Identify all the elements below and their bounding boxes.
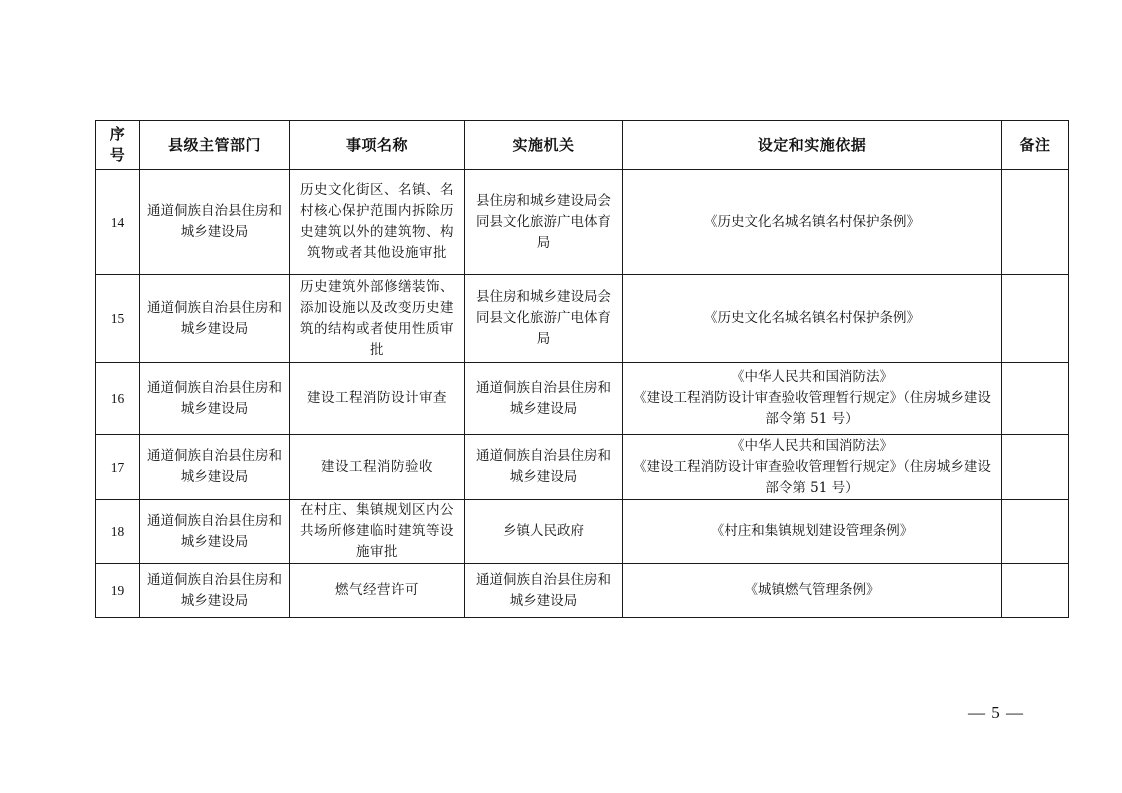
cell-remark bbox=[1002, 170, 1069, 275]
cell-department: 通道侗族自治县住房和城乡建设局 bbox=[140, 500, 290, 564]
cell-basis bbox=[623, 275, 1002, 363]
basis-line: 《中华人民共和国消防法》 bbox=[731, 369, 893, 385]
cell-agency: 乡镇人民政府 bbox=[465, 500, 623, 564]
basis-line: 《历史文化名城名镇名村保护条例》 bbox=[704, 310, 920, 326]
table-row bbox=[96, 170, 1069, 275]
cell-remark bbox=[1002, 363, 1069, 435]
header-seq-line1: 序 bbox=[109, 125, 126, 143]
cell-remark bbox=[1002, 500, 1069, 564]
cell-item-name: 历史文化街区、名镇、名村核心保护范围内拆除历史建筑以外的建筑物、构筑物或者其他设施审批 bbox=[290, 170, 465, 275]
table-header-row bbox=[96, 121, 1069, 170]
table-row bbox=[96, 363, 1069, 435]
cell-agency: 县住房和城乡建设局会同县文化旅游广电体育局 bbox=[465, 275, 623, 363]
cell-seq: 18 bbox=[96, 500, 140, 564]
cell-department: 通道侗族自治县住房和城乡建设局 bbox=[140, 435, 290, 500]
cell-agency: 通道侗族自治县住房和城乡建设局 bbox=[465, 363, 623, 435]
cell-item-name: 在村庄、集镇规划区内公共场所修建临时建筑等设施审批 bbox=[290, 500, 465, 564]
cell-seq: 16 bbox=[96, 363, 140, 435]
cell-basis bbox=[623, 170, 1002, 275]
basis-line: 《村庄和集镇规划建设管理条例》 bbox=[710, 523, 914, 539]
table-row bbox=[96, 564, 1069, 618]
cell-item-name: 建设工程消防设计审查 bbox=[290, 363, 465, 435]
cell-seq: 19 bbox=[96, 564, 140, 618]
cell-basis bbox=[623, 435, 1002, 500]
cell-seq: 17 bbox=[96, 435, 140, 500]
header-seq-line2: 号 bbox=[109, 146, 126, 164]
cell-department: 通道侗族自治县住房和城乡建设局 bbox=[140, 170, 290, 275]
cell-department: 通道侗族自治县住房和城乡建设局 bbox=[140, 275, 290, 363]
cell-basis bbox=[623, 500, 1002, 564]
cell-remark bbox=[1002, 275, 1069, 363]
table-row bbox=[96, 275, 1069, 363]
table-row bbox=[96, 435, 1069, 500]
cell-department: 通道侗族自治县住房和城乡建设局 bbox=[140, 564, 290, 618]
cell-agency: 通道侗族自治县住房和城乡建设局 bbox=[465, 435, 623, 500]
header-remark: 备注 bbox=[1002, 121, 1069, 170]
cell-item-name: 建设工程消防验收 bbox=[290, 435, 465, 500]
cell-agency: 通道侗族自治县住房和城乡建设局 bbox=[465, 564, 623, 618]
table-row bbox=[96, 500, 1069, 564]
basis-line: 《历史文化名城名镇名村保护条例》 bbox=[704, 213, 920, 230]
cell-agency: 县住房和城乡建设局会同县文化旅游广电体育局 bbox=[465, 170, 623, 275]
page-number: — 5 — bbox=[968, 703, 1024, 722]
cell-seq: 15 bbox=[96, 275, 140, 363]
basis-line: 《建设工程消防设计审查验收管理暂行规定》（住房城乡建设部令第 51 号） bbox=[633, 390, 991, 427]
header-basis: 设定和实施依据 bbox=[623, 121, 1002, 170]
cell-department: 通道侗族自治县住房和城乡建设局 bbox=[140, 363, 290, 435]
cell-basis bbox=[623, 363, 1002, 435]
header-department: 县级主管部门 bbox=[140, 121, 290, 170]
header-agency: 实施机关 bbox=[465, 121, 623, 170]
approval-items-table bbox=[95, 120, 1069, 618]
cell-basis bbox=[623, 564, 1002, 618]
basis-line: 《建设工程消防设计审查验收管理暂行规定》（住房城乡建设部令第 51 号） bbox=[633, 458, 991, 496]
basis-line: 《城镇燃气管理条例》 bbox=[744, 582, 880, 598]
cell-item-name: 燃气经营许可 bbox=[290, 564, 465, 618]
cell-remark bbox=[1002, 435, 1069, 500]
header-seq bbox=[96, 121, 140, 170]
cell-item-name: 历史建筑外部修缮装饰、添加设施以及改变历史建筑的结构或者使用性质审批 bbox=[290, 275, 465, 363]
cell-seq: 14 bbox=[96, 170, 140, 275]
header-item-name: 事项名称 bbox=[290, 121, 465, 170]
basis-line: 《中华人民共和国消防法》 bbox=[731, 437, 893, 454]
cell-remark bbox=[1002, 564, 1069, 618]
